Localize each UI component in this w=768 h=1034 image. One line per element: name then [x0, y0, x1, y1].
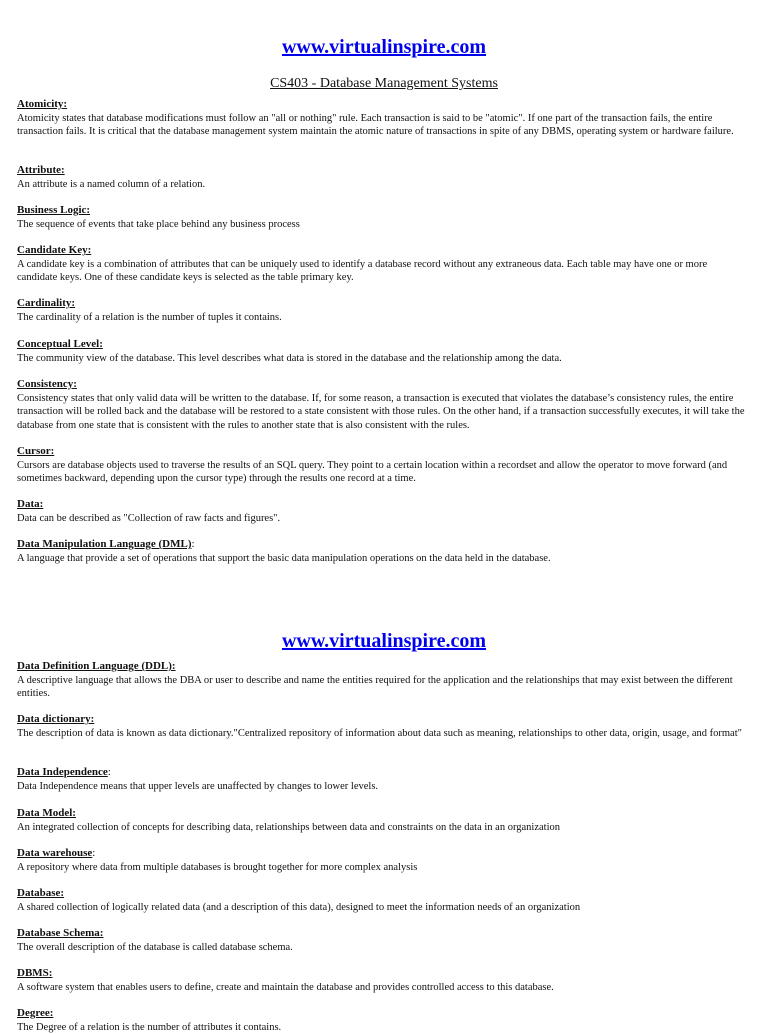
entry-definition: Cursors are database objects used to traverse the results of an SQL query. They point to a certain location within a recordset and allow the operator to move forward (and sometimes backward, depending upon the cursor type) through the results one record at a time.	[17, 460, 728, 485]
entry-definition: Data can be described as "Collection of raw facts and figures".	[17, 513, 281, 524]
glossary-entry-cardinality	[17, 293, 747, 324]
page-title: CS403 - Database Management Systems	[270, 76, 498, 91]
glossary-entry-data-dictionary	[17, 709, 747, 740]
glossary-entry-data-model	[17, 803, 747, 834]
entry-term: Cardinality:	[17, 297, 76, 309]
entry-definition: The cardinality of a relation is the number of tuples it contains.	[17, 312, 282, 323]
entry-definition: A repository where data from multiple databases is brought together for more complex analysis	[17, 862, 418, 873]
entry-term: Data dictionary:	[17, 713, 95, 725]
entry-term-suffix: :	[191, 538, 195, 550]
entry-definition: Data Independence means that upper levels are unaffected by changes to lower levels.	[17, 781, 379, 792]
glossary-entry-ddl	[17, 656, 747, 701]
entry-term: Data warehouse	[17, 847, 93, 859]
entry-term: Attribute:	[17, 164, 65, 176]
entry-definition: An attribute is a named column of a relation.	[17, 179, 206, 190]
entry-definition: A language that provide a set of operations that support the basic data manipulation operations on the data held in the database.	[17, 553, 551, 564]
entry-definition: The description of data is known as data dictionary."Centralized repository of information about data such as meaning, relationships to other data, origin, usage, and format"	[17, 728, 742, 739]
glossary-entry-data	[17, 494, 747, 525]
glossary-entry-database	[17, 883, 747, 914]
entry-definition: A candidate key is a combination of attributes that can be uniquely used to identify a database record without any extraneous data. Each table may have one or more candidate keys. One of these candidate keys is selected as the table primary key.	[17, 259, 708, 284]
site-link[interactable]: www.virtualinspire.com	[281, 630, 487, 652]
glossary-entry-dbms	[17, 963, 747, 994]
glossary-entry-degree	[17, 1003, 747, 1034]
entry-term: Data Independence	[17, 766, 108, 778]
entry-definition: The overall description of the database is called database schema.	[17, 942, 293, 953]
site-link[interactable]: www.virtualinspire.com	[281, 36, 487, 58]
entry-term: Data:	[17, 498, 44, 510]
entry-definition: A software system that enables users to define, create and maintain the database and provides controlled access to this database.	[17, 982, 554, 993]
glossary-entry-dml	[17, 534, 747, 565]
glossary-entry-conceptual-level	[17, 334, 747, 365]
entry-term: Business Logic:	[17, 204, 91, 216]
entry-term: Data Manipulation Language (DML)	[17, 538, 192, 550]
entry-term-suffix: :	[107, 766, 111, 778]
glossary-entry-consistency	[17, 374, 747, 432]
glossary-entry-business-logic	[17, 200, 747, 231]
entry-term: DBMS:	[17, 967, 53, 979]
glossary-entry-data-independence	[17, 762, 747, 793]
entry-definition: The community view of the database. This level describes what data is stored in the database and the relationship among the data.	[17, 353, 562, 364]
entry-term: Degree:	[17, 1007, 54, 1019]
entry-term: Consistency:	[17, 378, 77, 390]
entry-term: Database Schema:	[17, 927, 104, 939]
entry-term: Database:	[17, 887, 65, 899]
entry-definition: The sequence of events that take place behind any business process	[17, 219, 300, 230]
entry-term: Candidate Key:	[17, 244, 92, 256]
entry-definition: Atomicity states that database modifications must follow an "all or nothing" rule. Each transaction is said to be "atomic". If one part of the transaction fails, the entire transaction fails. It is critical that the database management system maintain the atomic nature of transactions in spite of any DBMS, operating system or hardware failure.	[17, 113, 734, 138]
entry-definition: An integrated collection of concepts for describing data, relationships between data and constraints on the data in an organization	[17, 822, 561, 833]
entry-definition: A descriptive language that allows the DBA or user to describe and name the entities required for the application and the relationships that may exist between the different entities.	[17, 675, 733, 700]
entry-definition: Consistency states that only valid data will be written to the database. If, for some reason, a transaction is executed that violates the database’s consistency rules, the entire transaction will be rolled back and the database will be restored to a state consistent with those rules. On the other hand, if a transaction successfully executes, it will take the database from one state that is consistent with the rules to another state that is also consistent with the rules.	[17, 393, 745, 431]
entry-term: Data Definition Language (DDL):	[17, 660, 176, 672]
glossary-entry-atomicity	[17, 94, 747, 139]
entry-definition: The Degree of a relation is the number of attributes it contains.	[17, 1022, 282, 1033]
entry-term: Atomicity:	[17, 98, 68, 110]
glossary-entry-cursor	[17, 441, 747, 486]
glossary-entry-candidate-key	[17, 240, 747, 285]
glossary-entry-data-warehouse	[17, 843, 747, 874]
glossary-entry-attribute	[17, 160, 747, 191]
entry-definition: A shared collection of logically related data (and a description of this data), designed to meet the information needs of an organization	[17, 902, 581, 913]
entry-term-suffix: :	[92, 847, 96, 859]
entry-term: Cursor:	[17, 445, 55, 457]
glossary-entry-database-schema	[17, 923, 747, 954]
entry-term: Data Model:	[17, 807, 76, 819]
entry-term: Conceptual Level:	[17, 338, 103, 350]
